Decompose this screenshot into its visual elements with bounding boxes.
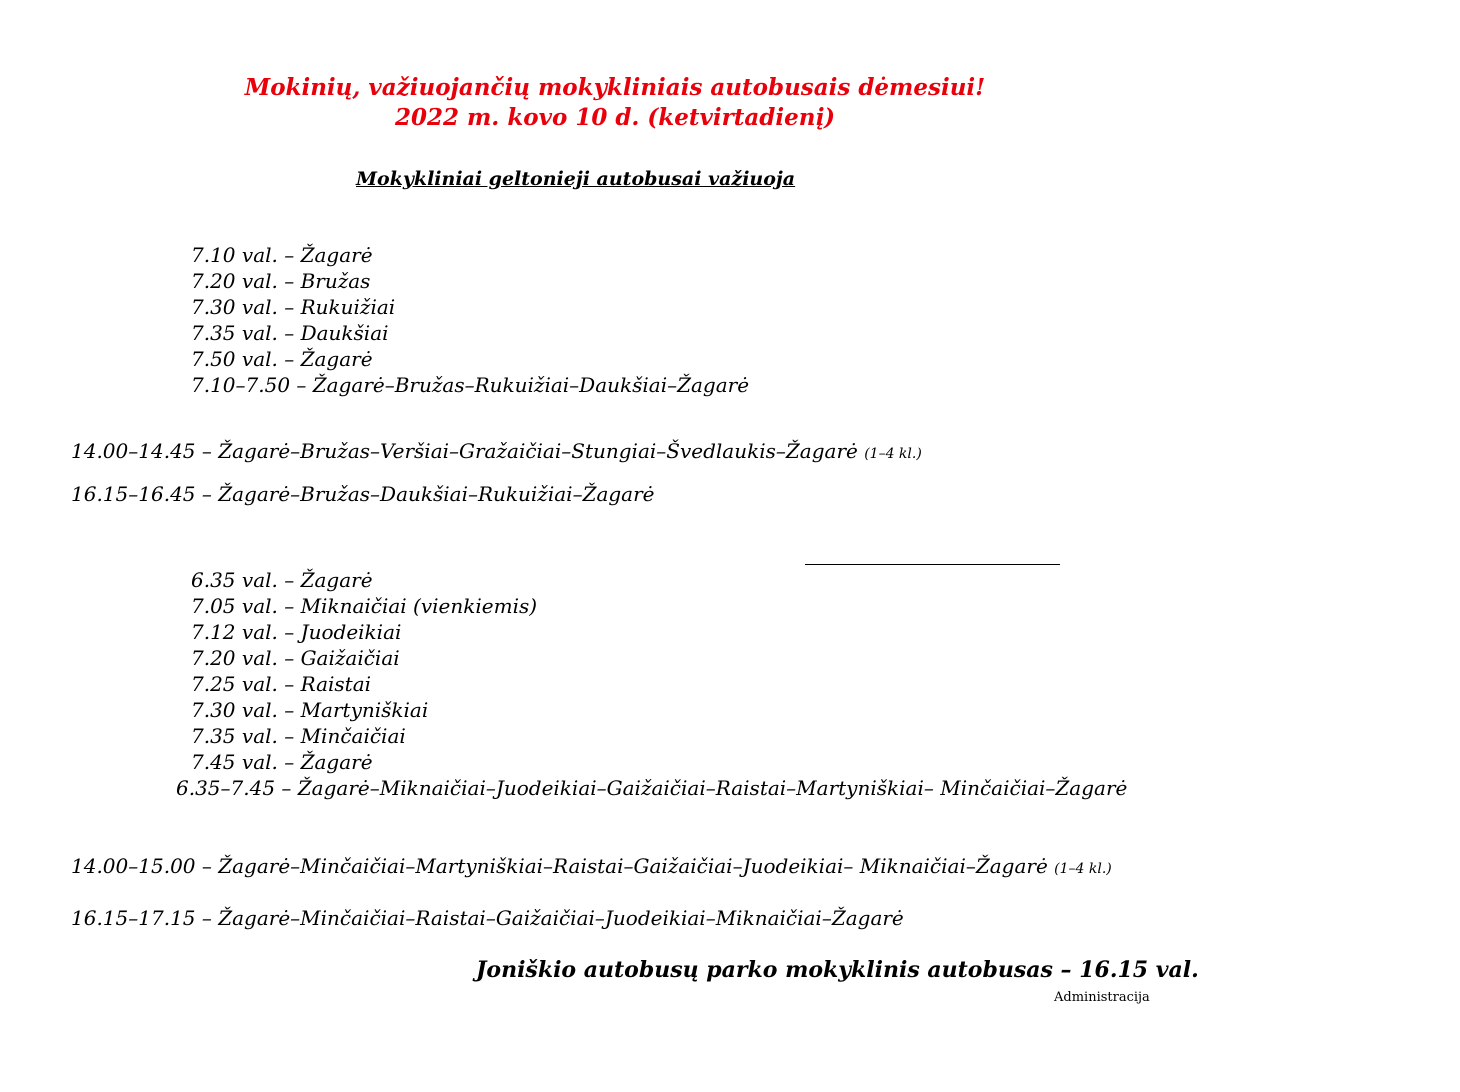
bus-notice: Joniškio autobusų parko mokyklinis autobusas – 16.15 val. [476, 957, 1199, 983]
route-1-morning-schedule [191, 242, 749, 398]
page-title-line-2: 2022 m. kovo 10 d. (ketvirtadienį) [394, 104, 836, 131]
section-subtitle: Mokykliniai geltonieji autobusai važiuoja [356, 168, 796, 190]
schedule-line: 7.45 val. – Žagarė [191, 750, 373, 774]
schedule-line: 6.35 val. – Žagarė [191, 568, 373, 592]
schedule-line: 7.10–7.50 – Žagarė–Bružas–Rukuižiai–Daukšiai–Žagarė [191, 373, 750, 397]
schedule-line: 7.10 val. – Žagarė [191, 243, 373, 267]
route-2-afternoon-1 [71, 853, 1112, 882]
route-1-afternoon-1 [71, 438, 922, 467]
schedule-line: 7.35 val. – Minčaičiai [191, 724, 406, 748]
route-1-afternoon-2: 16.15–16.45 – Žagarė–Bružas–Daukšiai–Rukuižiai–Žagarė [71, 482, 655, 506]
schedule-line: 7.05 val. – Miknaičiai (vienkiemis) [191, 594, 538, 618]
schedule-line: 7.50 val. – Žagarė [191, 347, 373, 371]
schedule-line-text: 14.00–14.45 – Žagarė–Bružas–Veršiai–Gražaičiai–Stungiai–Švedlaukis–Žagarė [71, 439, 858, 463]
schedule-line: 7.30 val. – Rukuižiai [191, 295, 396, 319]
schedule-line: 7.20 val. – Bružas [191, 269, 371, 293]
page-title-line-1: Mokinių, važiuojančių mokykliniais autobusais dėmesiui! [244, 74, 986, 101]
class-note: (1–4 kl.) [1054, 861, 1112, 877]
schedule-line: 7.25 val. – Raistai [191, 672, 372, 696]
schedule-line: 7.20 val. – Gaižaičiai [191, 646, 400, 670]
route-2-afternoon-2: 16.15–17.15 – Žagarė–Minčaičiai–Raistai–Gaižaičiai–Juodeikiai–Miknaičiai–Žagarė [71, 906, 904, 930]
route-2-morning-schedule [191, 567, 537, 775]
schedule-line-text: 14.00–15.00 – Žagarė–Minčaičiai–Martyniškiai–Raistai–Gaižaičiai–Juodeikiai– Miknaičiai–Žagarė [71, 854, 1048, 878]
route-2-summary: 6.35–7.45 – Žagarė–Miknaičiai–Juodeikiai–Gaižaičiai–Raistai–Martyniškiai– Minčaičiai–Žagarė [176, 776, 1128, 800]
schedule-line: 7.35 val. – Daukšiai [191, 321, 389, 345]
signature: Administracija [1054, 990, 1150, 1005]
separator-line [805, 564, 1060, 565]
schedule-line: 7.12 val. – Juodeikiai [191, 620, 402, 644]
class-note: (1–4 kl.) [864, 446, 922, 462]
schedule-line: 7.30 val. – Martyniškiai [191, 698, 429, 722]
